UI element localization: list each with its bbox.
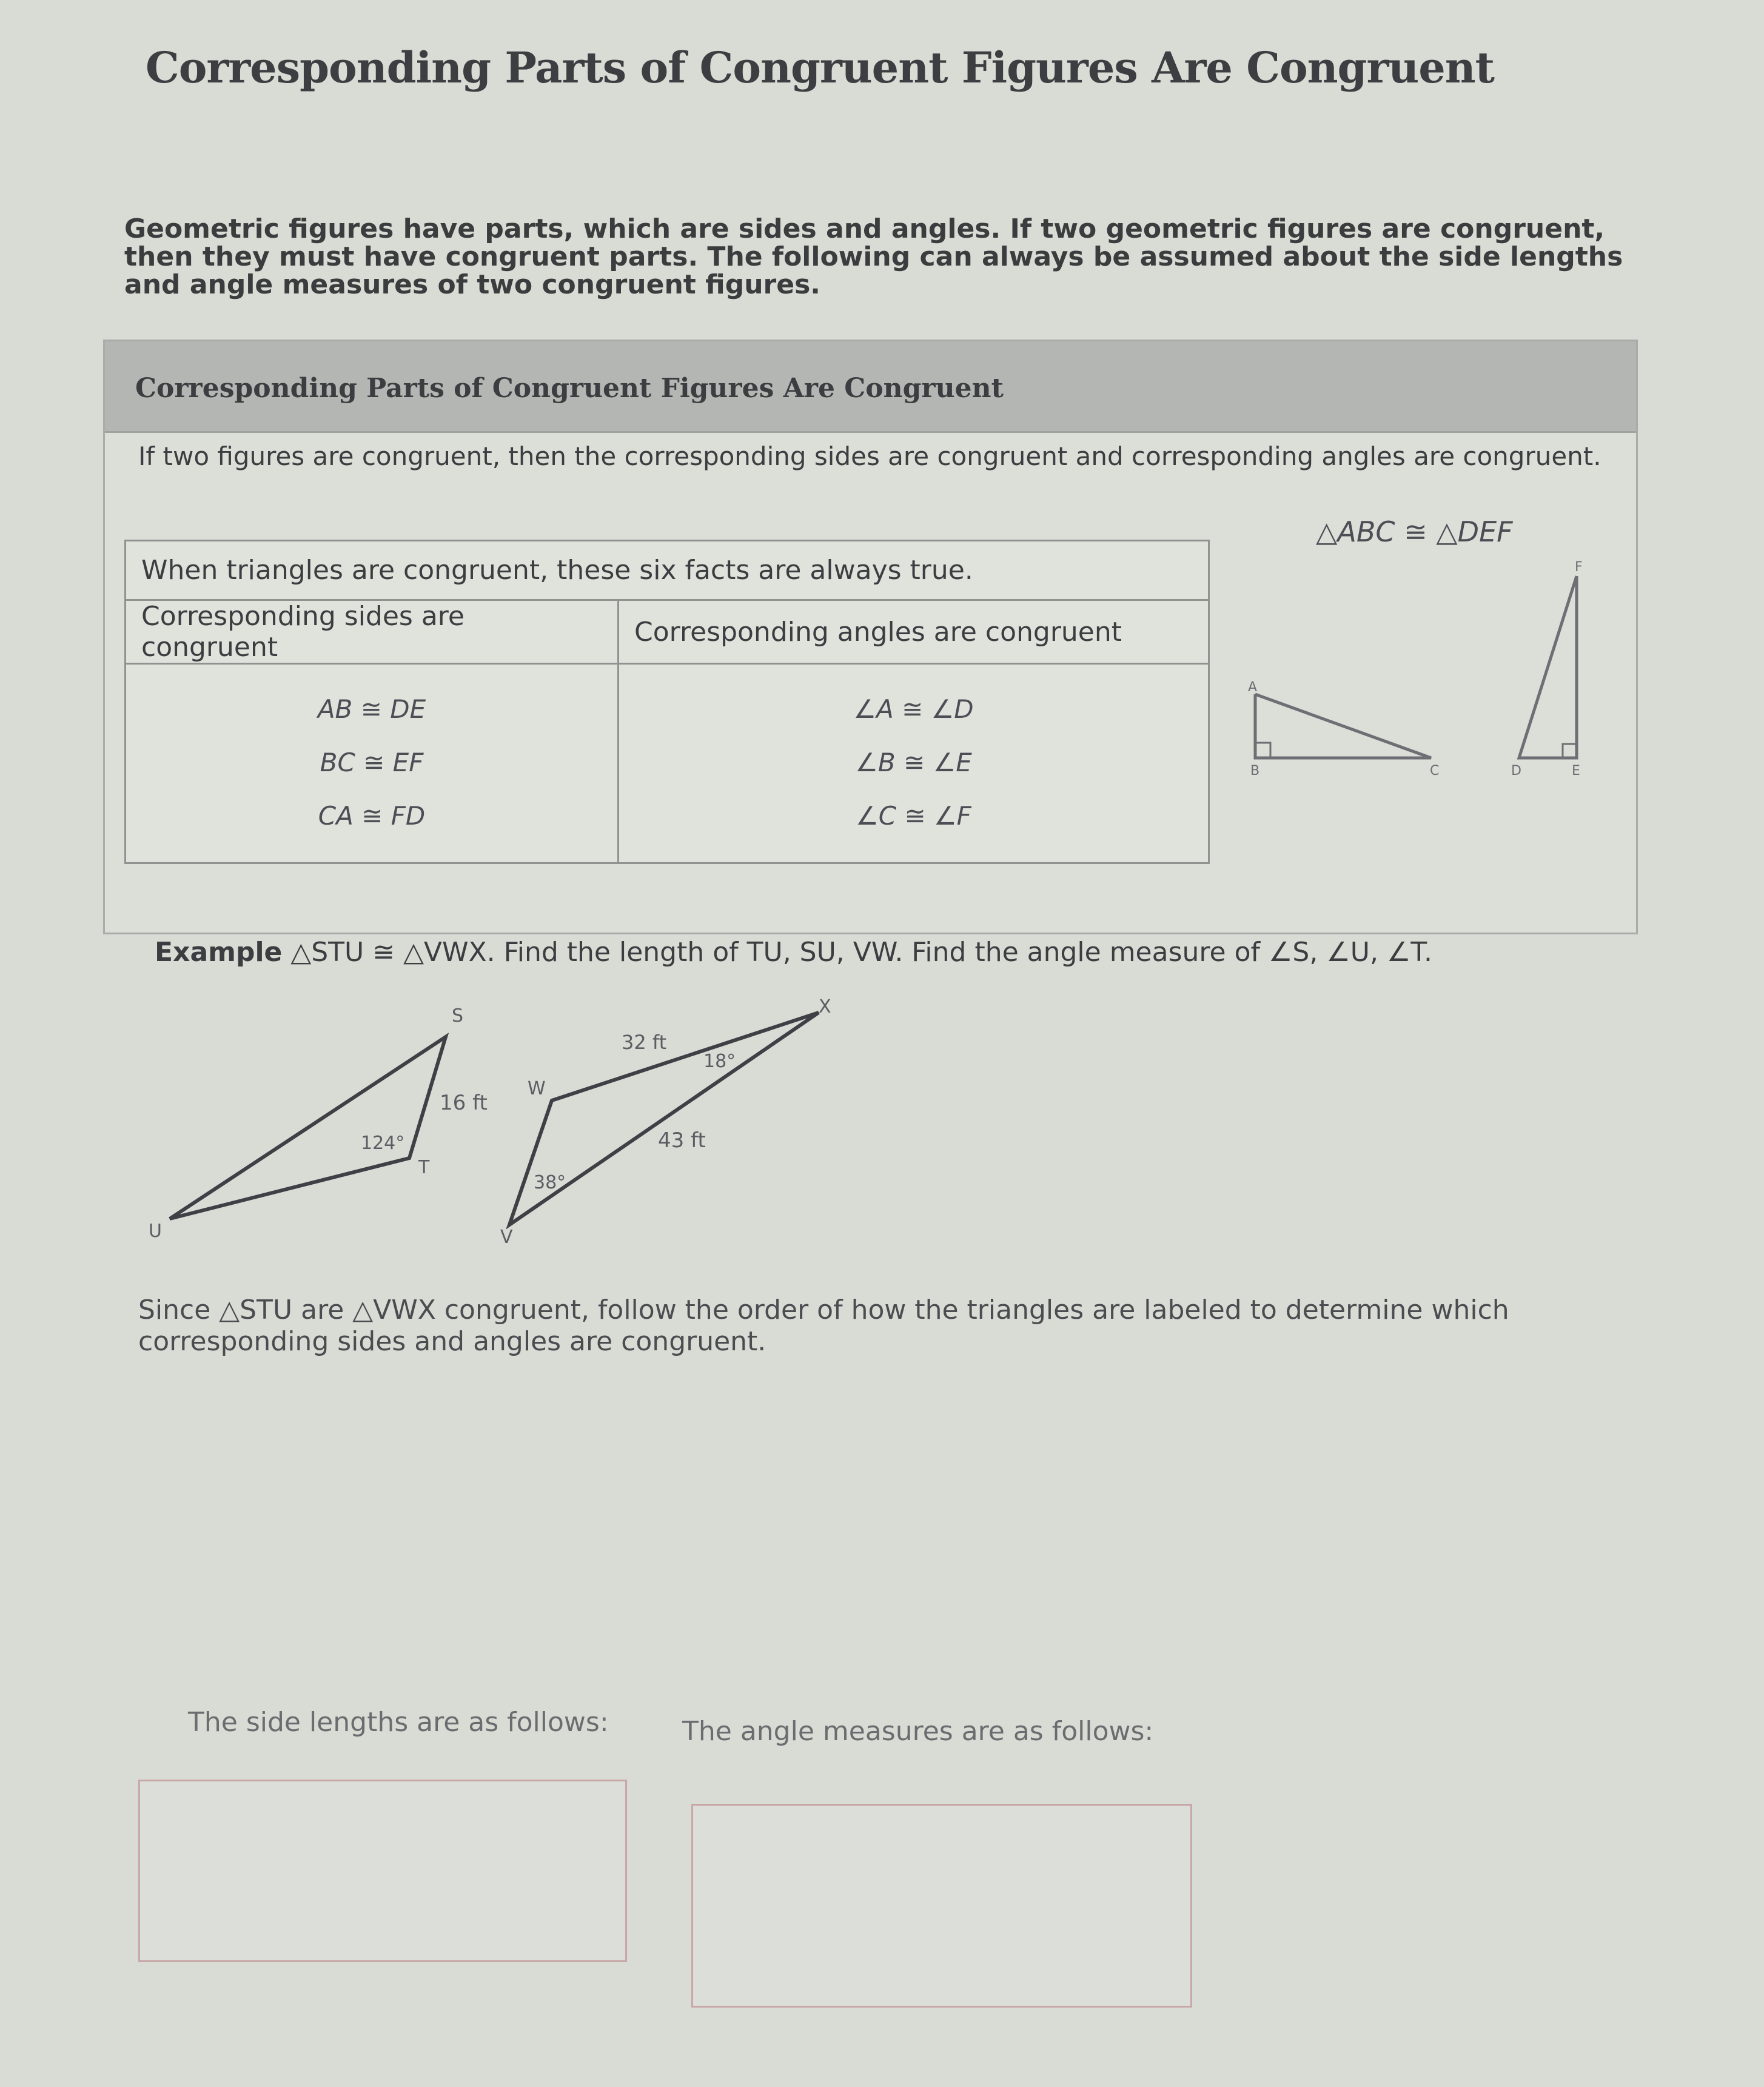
side-fact: CA ≅ FD xyxy=(318,801,426,831)
table-header: When triangles are congruent, these six facts are always true. xyxy=(126,541,1209,600)
angle-fact: ∠B ≅ ∠E xyxy=(855,748,972,777)
six-facts-table xyxy=(124,540,1210,864)
length-st: 16 ft xyxy=(440,1091,488,1115)
intro-paragraph: Geometric figures have parts, which are sides and angles. If two geometric figures are congruent, then they must have congruent parts. The following can always be assumed about the side lengths and angle measures of two congruent figures. xyxy=(124,213,1623,300)
side-fact: BC ≅ EF xyxy=(320,748,424,777)
label-e: E xyxy=(1572,763,1580,779)
label-a: A xyxy=(1248,680,1258,695)
example-figure xyxy=(139,988,885,1255)
table-header-row xyxy=(126,541,1209,600)
label-s: S xyxy=(452,1005,464,1027)
angle-v: 38° xyxy=(534,1172,566,1193)
theorem-statement: If two figures are congruent, then the corresponding sides are congruent and corresponding angles are congruent. xyxy=(138,441,1601,471)
sides-cell xyxy=(126,664,619,863)
angle-fact: ∠C ≅ ∠F xyxy=(856,801,971,831)
label-f: F xyxy=(1575,560,1583,575)
label-d: D xyxy=(1511,763,1521,779)
congruence-statement: △ABC ≅ △DEF xyxy=(1316,515,1513,548)
label-u: U xyxy=(149,1221,162,1242)
triangle-vwx xyxy=(500,996,831,1248)
side-fact: AB ≅ DE xyxy=(317,694,426,724)
label-x: X xyxy=(819,996,831,1017)
angle-t: 124° xyxy=(361,1133,405,1154)
label-b: B xyxy=(1250,763,1260,779)
theorem-heading-bar xyxy=(105,341,1636,433)
angles-column-header: Corresponding angles are congruent xyxy=(619,600,1209,664)
triangle-def xyxy=(1511,560,1583,779)
side-lengths-answer-box[interactable] xyxy=(138,1780,627,1962)
length-wx: 32 ft xyxy=(622,1031,667,1054)
label-t: T xyxy=(418,1157,430,1178)
angle-x: 18° xyxy=(703,1051,736,1072)
triangle-abc-def-figure xyxy=(1237,558,1613,794)
side-lengths-label: The side lengths are as follows: xyxy=(188,1707,609,1738)
triangle-stu xyxy=(149,1005,488,1242)
label-v: V xyxy=(500,1227,513,1248)
label-w: W xyxy=(528,1078,546,1099)
length-vx: 43 ft xyxy=(658,1128,706,1153)
angle-measures-label: The angle measures are as follows: xyxy=(682,1716,1154,1747)
angle-measures-answer-box[interactable] xyxy=(691,1804,1192,2008)
page-title: Corresponding Parts of Congruent Figures Are Congruent xyxy=(146,42,1495,93)
sides-column-header: Corresponding sides are congruent xyxy=(126,600,619,664)
angles-cell xyxy=(619,664,1209,863)
angle-fact: ∠A ≅ ∠D xyxy=(853,694,974,724)
example-prompt xyxy=(155,937,1432,968)
theorem-heading: Corresponding Parts of Congruent Figures Are Congruent xyxy=(135,373,1004,404)
example-text: △STU ≅ △VWX. Find the length of TU, SU, VW. Find the angle measure of ∠S, ∠U, ∠T. xyxy=(290,937,1433,968)
triangle-abc xyxy=(1248,680,1439,779)
label-c: C xyxy=(1430,763,1440,779)
since-paragraph: Since △STU are △VWX congruent, follow the order of how the triangles are labeled to determine which corresponding sides and angles are congruent. xyxy=(138,1295,1509,1357)
table-body-row xyxy=(126,664,1209,863)
table-subheader-row xyxy=(126,600,1209,664)
example-label: Example xyxy=(155,937,283,968)
